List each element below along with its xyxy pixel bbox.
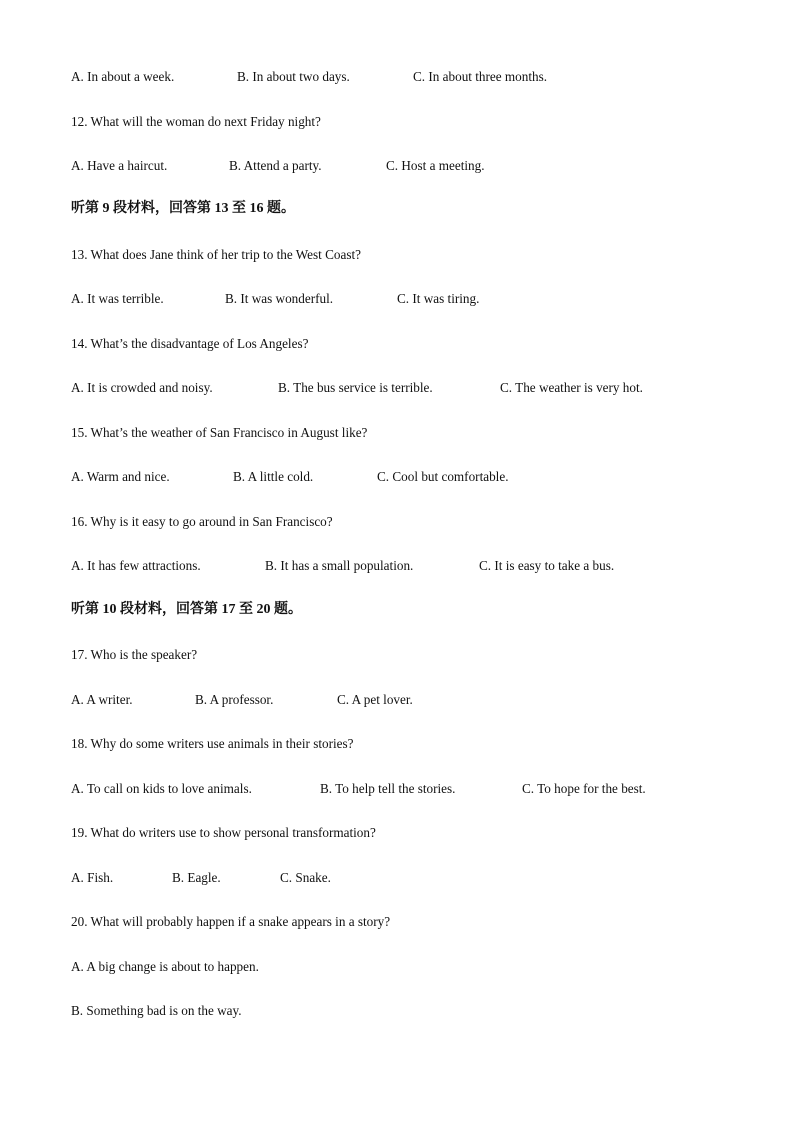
option-c: C. It was tiring. [397, 291, 480, 306]
question-text: 18. Why do some writers use animals in their stories? [71, 736, 354, 751]
option-a: A. Fish. [71, 870, 114, 885]
option-a: A. Have a haircut. [71, 158, 168, 173]
question-text: 17. Who is the speaker? [71, 647, 198, 662]
answer-options [71, 870, 731, 886]
option-a: A. To call on kids to love animals. [71, 781, 252, 796]
option-c: C. To hope for the best. [522, 781, 646, 796]
option-b: B. It has a small population. [265, 558, 414, 573]
answer-options [71, 158, 731, 174]
answer-options [71, 69, 731, 85]
option-a: A. A big change is about to happen. [71, 959, 259, 974]
option-b: B. Attend a party. [229, 158, 322, 173]
option-c: C. The weather is very hot. [500, 380, 643, 395]
option-b: B. It was wonderful. [225, 291, 334, 306]
question-text: 14. What’s the disadvantage of Los Angeles? [71, 336, 309, 351]
answer-options [71, 959, 731, 975]
option-b: B. In about two days. [237, 69, 350, 84]
option-a: A. A writer. [71, 692, 133, 707]
option-b: B. Eagle. [172, 870, 221, 885]
option-c: C. Host a meeting. [386, 158, 485, 173]
option-b: B. To help tell the stories. [320, 781, 456, 796]
answer-options [71, 380, 731, 396]
question-text: 13. What does Jane think of her trip to the West Coast? [71, 247, 361, 262]
option-b: B. A little cold. [233, 469, 314, 484]
answer-options [71, 692, 731, 708]
answer-options [71, 558, 731, 574]
section-heading: 听第 9 段材料，回答第 13 至 16 题。 [71, 201, 295, 216]
answer-options [71, 291, 731, 307]
answer-options [71, 469, 731, 485]
answer-options [71, 1003, 731, 1019]
option-a: B. Something bad is on the way. [71, 1003, 242, 1018]
option-c: C. A pet lover. [337, 692, 413, 707]
option-a: A. It is crowded and noisy. [71, 380, 213, 395]
option-c: C. It is easy to take a bus. [479, 558, 615, 573]
question-text: 20. What will probably happen if a snake appears in a story? [71, 914, 391, 929]
question-text: 19. What do writers use to show personal transformation? [71, 825, 376, 840]
option-c: C. Snake. [280, 870, 331, 885]
option-b: B. The bus service is terrible. [278, 380, 433, 395]
option-a: A. It was terrible. [71, 291, 164, 306]
option-b: B. A professor. [195, 692, 274, 707]
answer-options [71, 781, 731, 797]
option-c: C. In about three months. [413, 69, 548, 84]
question-text: 16. Why is it easy to go around in San Francisco? [71, 514, 333, 529]
option-a: A. In about a week. [71, 69, 175, 84]
question-text: 15. What’s the weather of San Francisco in August like? [71, 425, 368, 440]
option-a: A. Warm and nice. [71, 469, 170, 484]
question-text: 12. What will the woman do next Friday night? [71, 114, 321, 129]
section-heading: 听第 10 段材料，回答第 17 至 20 题。 [71, 602, 302, 617]
option-a: A. It has few attractions. [71, 558, 201, 573]
option-c: C. Cool but comfortable. [377, 469, 509, 484]
